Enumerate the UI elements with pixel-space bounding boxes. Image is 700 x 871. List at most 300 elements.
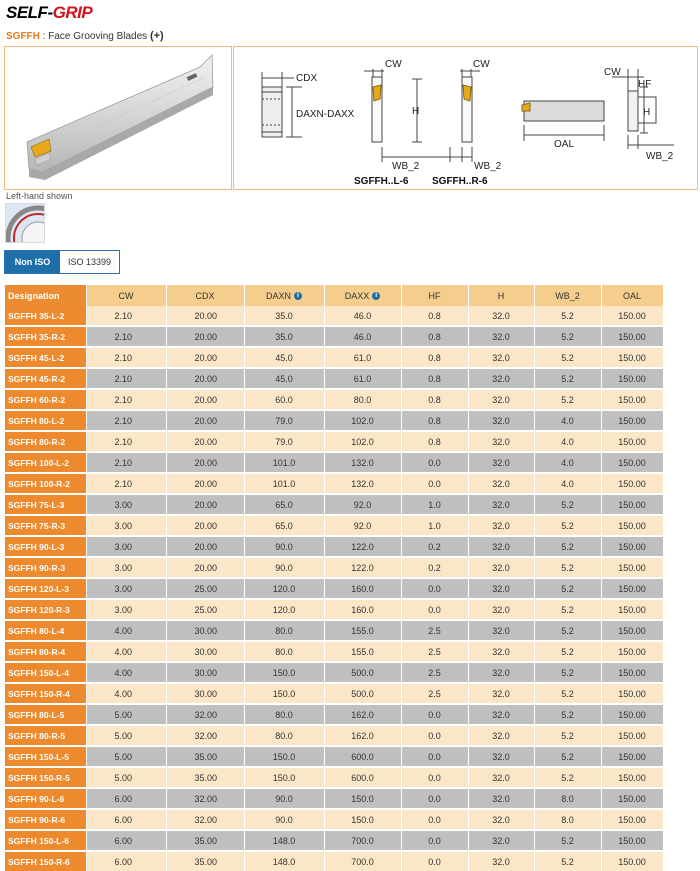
value-cell: 30.00	[166, 620, 244, 641]
designation-cell[interactable]: SGFFH 90-L-3	[5, 536, 86, 557]
h3-label: H	[643, 107, 651, 118]
value-cell: 5.2	[534, 494, 601, 515]
value-cell: 4.00	[86, 662, 166, 683]
value-cell: 30.00	[166, 662, 244, 683]
value-cell: 1.0	[401, 494, 468, 515]
dimension-drawing	[234, 47, 697, 189]
value-cell: 2.10	[86, 473, 166, 494]
value-cell: 0.0	[401, 725, 468, 746]
designation-cell[interactable]: SGFFH 45-R-2	[5, 368, 86, 389]
value-cell: 150.00	[601, 306, 663, 326]
value-cell: 2.5	[401, 662, 468, 683]
specifications-table	[5, 285, 664, 871]
value-cell: 3.00	[86, 578, 166, 599]
value-cell: 150.00	[601, 431, 663, 452]
value-cell: 2.5	[401, 683, 468, 704]
value-cell: 150.00	[601, 851, 663, 871]
iso-13399-tab[interactable]: ISO 13399	[67, 257, 112, 267]
value-cell: 5.2	[534, 389, 601, 410]
caption-right: SGFFH..R-6	[432, 176, 488, 187]
value-cell: 32.00	[166, 704, 244, 725]
daxn-daxx-label: DAXN-DAXX	[296, 109, 355, 120]
value-cell: 32.0	[468, 767, 534, 788]
value-cell: 32.0	[468, 662, 534, 683]
value-cell: 4.0	[534, 473, 601, 494]
value-cell: 5.2	[534, 326, 601, 347]
value-cell: 500.0	[324, 662, 401, 683]
value-cell: 35.00	[166, 746, 244, 767]
value-cell: 5.2	[534, 515, 601, 536]
grooving-thumbnail[interactable]	[5, 203, 45, 243]
value-cell: 80.0	[244, 704, 324, 725]
designation-cell[interactable]: SGFFH 120-L-3	[5, 578, 86, 599]
value-cell: 32.0	[468, 306, 534, 326]
value-cell: 32.0	[468, 536, 534, 557]
value-cell: 32.0	[468, 599, 534, 620]
value-cell: 0.2	[401, 557, 468, 578]
value-cell: 0.0	[401, 830, 468, 851]
non-iso-tab[interactable]: Non ISO	[5, 251, 60, 273]
value-cell: 92.0	[324, 515, 401, 536]
value-cell: 0.0	[401, 578, 468, 599]
value-cell: 148.0	[244, 830, 324, 851]
value-cell: 132.0	[324, 452, 401, 473]
table-row	[5, 578, 663, 599]
value-cell: 0.8	[401, 389, 468, 410]
designation-cell[interactable]: SGFFH 150-R-4	[5, 683, 86, 704]
value-cell: 20.00	[166, 452, 244, 473]
value-cell: 3.00	[86, 599, 166, 620]
designation-cell[interactable]: SGFFH 90-R-6	[5, 809, 86, 830]
value-cell: 30.00	[166, 641, 244, 662]
value-cell: 32.0	[468, 431, 534, 452]
value-cell: 150.00	[601, 662, 663, 683]
value-cell: 162.0	[324, 704, 401, 725]
value-cell: 150.0	[244, 683, 324, 704]
value-cell: 155.0	[324, 641, 401, 662]
table-row	[5, 347, 663, 368]
value-cell: 32.00	[166, 725, 244, 746]
value-cell: 155.0	[324, 620, 401, 641]
value-cell: 20.00	[166, 410, 244, 431]
value-cell: 5.2	[534, 662, 601, 683]
hf-label: HF	[638, 79, 652, 90]
value-cell: 5.2	[534, 767, 601, 788]
table-row	[5, 767, 663, 788]
value-cell: 0.0	[401, 767, 468, 788]
value-cell: 5.2	[534, 536, 601, 557]
table-row	[5, 326, 663, 347]
header-oal: OAL	[601, 285, 663, 306]
value-cell: 150.00	[601, 557, 663, 578]
value-cell: 6.00	[86, 809, 166, 830]
designation-cell[interactable]: SGFFH 100-L-2	[5, 452, 86, 473]
designation-cell[interactable]: SGFFH 100-R-2	[5, 473, 86, 494]
value-cell: 160.0	[324, 578, 401, 599]
left-hand-note: Left-hand shown	[6, 191, 73, 201]
designation-cell[interactable]: SGFFH 150-R-5	[5, 767, 86, 788]
value-cell: 5.2	[534, 620, 601, 641]
value-cell: 150.00	[601, 515, 663, 536]
value-cell: 45.0	[244, 368, 324, 389]
value-cell: 5.00	[86, 704, 166, 725]
designation-cell[interactable]: SGFFH 45-L-2	[5, 347, 86, 368]
value-cell: 35.00	[166, 830, 244, 851]
value-cell: 0.0	[401, 788, 468, 809]
value-cell: 5.2	[534, 578, 601, 599]
value-cell: 4.00	[86, 641, 166, 662]
value-cell: 32.0	[468, 410, 534, 431]
value-cell: 2.10	[86, 431, 166, 452]
table-header-row	[5, 285, 663, 306]
value-cell: 101.0	[244, 452, 324, 473]
value-cell: 0.2	[401, 536, 468, 557]
value-cell: 5.00	[86, 725, 166, 746]
value-cell: 5.2	[534, 306, 601, 326]
expand-toggle[interactable]: (+)	[149, 30, 164, 42]
table-row	[5, 368, 663, 389]
wb2-left-label: WB_2	[392, 161, 420, 172]
value-cell: 32.00	[166, 809, 244, 830]
value-cell: 8.0	[534, 809, 601, 830]
value-cell: 5.2	[534, 830, 601, 851]
value-cell: 0.8	[401, 347, 468, 368]
value-cell: 20.00	[166, 515, 244, 536]
value-cell: 4.0	[534, 431, 601, 452]
value-cell: 148.0	[244, 851, 324, 871]
designation-cell[interactable]: SGFFH 150-L-4	[5, 662, 86, 683]
table-row	[5, 683, 663, 704]
value-cell: 150.00	[601, 788, 663, 809]
designation-cell[interactable]: SGFFH 150-R-6	[5, 851, 86, 871]
table-row	[5, 830, 663, 851]
wb2-side-label: WB_2	[646, 151, 674, 162]
value-cell: 32.00	[166, 788, 244, 809]
value-cell: 32.0	[468, 578, 534, 599]
value-cell: 2.10	[86, 306, 166, 326]
value-cell: 150.0	[324, 788, 401, 809]
table-row	[5, 536, 663, 557]
value-cell: 122.0	[324, 536, 401, 557]
cw-left-label: CW	[385, 59, 402, 70]
value-cell: 32.0	[468, 809, 534, 830]
value-cell: 32.0	[468, 746, 534, 767]
value-cell: 101.0	[244, 473, 324, 494]
header-daxn: DAXN i	[244, 285, 324, 306]
value-cell: 5.2	[534, 725, 601, 746]
value-cell: 120.0	[244, 599, 324, 620]
value-cell: 132.0	[324, 473, 401, 494]
designation-cell[interactable]: SGFFH 150-L-5	[5, 746, 86, 767]
designation-cell[interactable]: SGFFH 80-L-2	[5, 410, 86, 431]
value-cell: 32.0	[468, 641, 534, 662]
value-cell: 20.00	[166, 494, 244, 515]
value-cell: 150.00	[601, 389, 663, 410]
value-cell: 0.0	[401, 452, 468, 473]
value-cell: 65.0	[244, 515, 324, 536]
value-cell: 79.0	[244, 431, 324, 452]
value-cell: 160.0	[324, 599, 401, 620]
value-cell: 120.0	[244, 578, 324, 599]
value-cell: 35.00	[166, 851, 244, 871]
value-cell: 150.00	[601, 452, 663, 473]
table-row	[5, 410, 663, 431]
value-cell: 5.2	[534, 704, 601, 725]
value-cell: 2.5	[401, 620, 468, 641]
table-row	[5, 452, 663, 473]
table-row	[5, 557, 663, 578]
value-cell: 150.00	[601, 767, 663, 788]
table-row	[5, 494, 663, 515]
value-cell: 5.00	[86, 767, 166, 788]
value-cell: 102.0	[324, 410, 401, 431]
table-row	[5, 431, 663, 452]
table-row	[5, 473, 663, 494]
value-cell: 2.5	[401, 641, 468, 662]
value-cell: 2.10	[86, 452, 166, 473]
value-cell: 46.0	[324, 326, 401, 347]
header-designation: Designation	[5, 285, 86, 306]
header-daxx: DAXX i	[324, 285, 401, 306]
designation-cell[interactable]: SGFFH 60-R-2	[5, 389, 86, 410]
value-cell: 20.00	[166, 557, 244, 578]
caption-left: SGFFH..L-6	[354, 176, 409, 187]
value-cell: 150.00	[601, 494, 663, 515]
value-cell: 20.00	[166, 326, 244, 347]
value-cell: 32.0	[468, 557, 534, 578]
value-cell: 700.0	[324, 851, 401, 871]
value-cell: 32.0	[468, 830, 534, 851]
value-cell: 150.00	[601, 830, 663, 851]
value-cell: 30.00	[166, 683, 244, 704]
table-row	[5, 725, 663, 746]
value-cell: 79.0	[244, 410, 324, 431]
designation-cell[interactable]: SGFFH 90-L-6	[5, 788, 86, 809]
h-label: H	[412, 106, 420, 117]
designation-cell[interactable]: SGFFH 75-R-3	[5, 515, 86, 536]
value-cell: 4.0	[534, 452, 601, 473]
value-cell: 80.0	[244, 725, 324, 746]
value-cell: 150.0	[324, 809, 401, 830]
value-cell: 3.00	[86, 494, 166, 515]
value-cell: 5.2	[534, 368, 601, 389]
table-row	[5, 662, 663, 683]
value-cell: 20.00	[166, 306, 244, 326]
value-cell: 61.0	[324, 368, 401, 389]
value-cell: 1.0	[401, 515, 468, 536]
value-cell: 32.0	[468, 368, 534, 389]
value-cell: 92.0	[324, 494, 401, 515]
value-cell: 150.00	[601, 536, 663, 557]
value-cell: 500.0	[324, 683, 401, 704]
value-cell: 32.0	[468, 704, 534, 725]
value-cell: 3.00	[86, 515, 166, 536]
value-cell: 80.0	[244, 641, 324, 662]
brand-logo: SELF-GRIP	[6, 3, 93, 22]
table-row	[5, 515, 663, 536]
value-cell: 90.0	[244, 809, 324, 830]
value-cell: 150.0	[244, 746, 324, 767]
oal-label: OAL	[554, 139, 575, 150]
value-cell: 150.00	[601, 368, 663, 389]
value-cell: 80.0	[244, 620, 324, 641]
info-icon[interactable]: i	[294, 292, 302, 300]
header-wb2: WB_2	[534, 285, 601, 306]
value-cell: 32.0	[468, 473, 534, 494]
value-cell: 5.2	[534, 347, 601, 368]
value-cell: 0.8	[401, 368, 468, 389]
designation-cell[interactable]: SGFFH 80-R-4	[5, 641, 86, 662]
value-cell: 32.0	[468, 494, 534, 515]
value-cell: 65.0	[244, 494, 324, 515]
face-grooving-icon	[6, 204, 44, 242]
value-cell: 600.0	[324, 746, 401, 767]
table-row	[5, 704, 663, 725]
value-cell: 150.00	[601, 809, 663, 830]
value-cell: 32.0	[468, 452, 534, 473]
page-subtitle: SGFFH : Face Grooving Blades (+)	[6, 30, 164, 42]
product-image-panel	[4, 46, 232, 190]
value-cell: 0.0	[401, 473, 468, 494]
wb2-right-label: WB_2	[474, 161, 502, 172]
header-h: H	[468, 285, 534, 306]
value-cell: 5.2	[534, 851, 601, 871]
value-cell: 20.00	[166, 347, 244, 368]
value-cell: 600.0	[324, 767, 401, 788]
value-cell: 5.2	[534, 683, 601, 704]
value-cell: 5.2	[534, 746, 601, 767]
value-cell: 8.0	[534, 788, 601, 809]
value-cell: 150.00	[601, 473, 663, 494]
value-cell: 20.00	[166, 473, 244, 494]
table-row	[5, 746, 663, 767]
header-cw: CW	[86, 285, 166, 306]
table-row	[5, 851, 663, 871]
designation-cell[interactable]: SGFFH 35-R-2	[5, 326, 86, 347]
value-cell: 150.00	[601, 347, 663, 368]
value-cell: 150.00	[601, 641, 663, 662]
value-cell: 90.0	[244, 557, 324, 578]
value-cell: 35.00	[166, 767, 244, 788]
value-cell: 6.00	[86, 830, 166, 851]
value-cell: 25.00	[166, 578, 244, 599]
designation-cell[interactable]: SGFFH 150-L-6	[5, 830, 86, 851]
value-cell: 0.8	[401, 431, 468, 452]
designation-cell[interactable]: SGFFH 90-R-3	[5, 557, 86, 578]
designation-cell[interactable]: SGFFH 80-L-5	[5, 704, 86, 725]
iso-toggle	[4, 250, 120, 274]
value-cell: 2.10	[86, 389, 166, 410]
value-cell: 35.0	[244, 306, 324, 326]
value-cell: 3.00	[86, 557, 166, 578]
value-cell: 102.0	[324, 431, 401, 452]
value-cell: 61.0	[324, 347, 401, 368]
value-cell: 150.00	[601, 683, 663, 704]
designation-cell[interactable]: SGFFH 80-R-2	[5, 431, 86, 452]
table-row	[5, 620, 663, 641]
value-cell: 32.0	[468, 851, 534, 871]
value-cell: 32.0	[468, 347, 534, 368]
value-cell: 0.8	[401, 410, 468, 431]
value-cell: 6.00	[86, 788, 166, 809]
value-cell: 46.0	[324, 306, 401, 326]
value-cell: 5.00	[86, 746, 166, 767]
value-cell: 4.00	[86, 683, 166, 704]
value-cell: 122.0	[324, 557, 401, 578]
value-cell: 150.00	[601, 620, 663, 641]
value-cell: 25.00	[166, 599, 244, 620]
designation-cell[interactable]: SGFFH 120-R-3	[5, 599, 86, 620]
table-row	[5, 809, 663, 830]
value-cell: 150.0	[244, 767, 324, 788]
value-cell: 162.0	[324, 725, 401, 746]
value-cell: 45.0	[244, 347, 324, 368]
blade-illustration	[5, 47, 231, 189]
designation-cell[interactable]: SGFFH 35-L-2	[5, 306, 86, 326]
value-cell: 32.0	[468, 683, 534, 704]
info-icon[interactable]: i	[372, 292, 380, 300]
value-cell: 5.2	[534, 641, 601, 662]
value-cell: 20.00	[166, 431, 244, 452]
value-cell: 2.10	[86, 410, 166, 431]
table-row	[5, 599, 663, 620]
table-row	[5, 641, 663, 662]
value-cell: 20.00	[166, 536, 244, 557]
header-cdx: CDX	[166, 285, 244, 306]
value-cell: 20.00	[166, 389, 244, 410]
value-cell: 6.00	[86, 851, 166, 871]
value-cell: 150.00	[601, 725, 663, 746]
value-cell: 60.0	[244, 389, 324, 410]
value-cell: 32.0	[468, 725, 534, 746]
value-cell: 150.00	[601, 599, 663, 620]
dimension-diagram-panel	[233, 46, 698, 190]
value-cell: 90.0	[244, 536, 324, 557]
value-cell: 3.00	[86, 536, 166, 557]
value-cell: 32.0	[468, 620, 534, 641]
value-cell: 150.0	[244, 662, 324, 683]
value-cell: 150.00	[601, 578, 663, 599]
value-cell: 150.00	[601, 746, 663, 767]
cw3-label: CW	[604, 67, 621, 78]
value-cell: 150.00	[601, 704, 663, 725]
designation-cell[interactable]: SGFFH 75-L-3	[5, 494, 86, 515]
value-cell: 5.2	[534, 599, 601, 620]
cdx-label: CDX	[296, 73, 318, 84]
value-cell: 5.2	[534, 557, 601, 578]
value-cell: 32.0	[468, 515, 534, 536]
header-hf: HF	[401, 285, 468, 306]
value-cell: 0.0	[401, 851, 468, 871]
value-cell: 150.00	[601, 410, 663, 431]
table-row	[5, 306, 663, 326]
value-cell: 2.10	[86, 326, 166, 347]
value-cell: 150.00	[601, 326, 663, 347]
value-cell: 0.8	[401, 326, 468, 347]
value-cell: 32.0	[468, 326, 534, 347]
value-cell: 0.0	[401, 599, 468, 620]
value-cell: 0.0	[401, 809, 468, 830]
designation-cell[interactable]: SGFFH 80-R-5	[5, 725, 86, 746]
value-cell: 80.0	[324, 389, 401, 410]
value-cell: 0.8	[401, 306, 468, 326]
designation-cell[interactable]: SGFFH 80-L-4	[5, 620, 86, 641]
value-cell: 700.0	[324, 830, 401, 851]
table-row	[5, 389, 663, 410]
value-cell: 2.10	[86, 347, 166, 368]
value-cell: 4.00	[86, 620, 166, 641]
value-cell: 20.00	[166, 368, 244, 389]
